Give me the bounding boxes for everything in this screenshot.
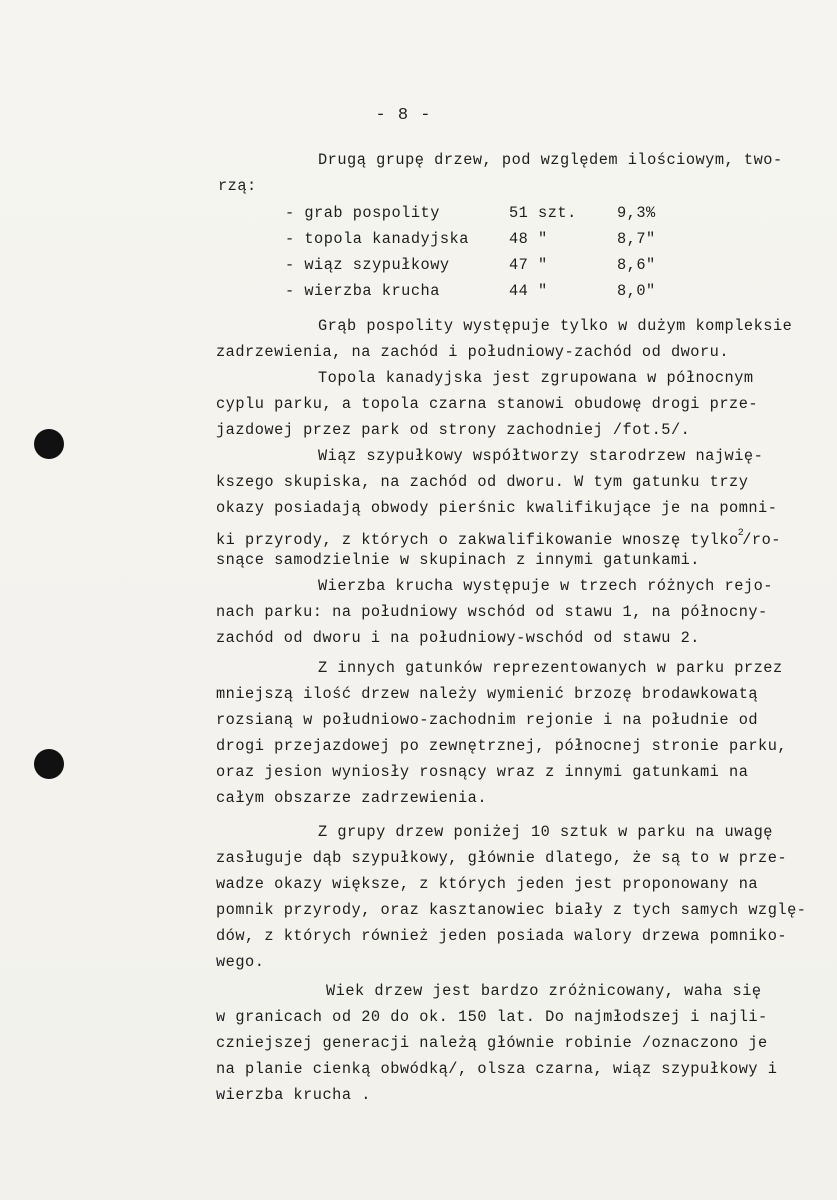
paragraph-line: mniejszą ilość drzew należy wymienić brzozę brodawkowatą: [216, 685, 759, 703]
paragraph-line: Wiąz szypułkowy współtworzy starodrzew najwię-: [318, 447, 764, 465]
paragraph-line: zachód od dworu i na południowy-wschód od stawu 2.: [216, 629, 700, 647]
paragraph-line: snące samodzielnie w skupinach z innymi gatunkami.: [216, 551, 700, 569]
paragraph-line: Z innych gatunków reprezentowanych w parku przez: [318, 659, 783, 677]
page-number: - 8 -: [375, 106, 432, 125]
footnote-mark: 2: [737, 528, 745, 539]
paragraph-line: jazdowej przez park od strony zachodniej /fot.5/.: [216, 421, 691, 439]
paragraph-line: pomnik przyrody, oraz kasztanowiec biały z tych samych wzglę-: [216, 901, 807, 919]
paragraph-line: na planie cienką obwódką/, olsza czarna, wiąz szypułkowy i: [216, 1060, 778, 1078]
intro-line: Drugą grupę drzew, pod względem ilościowym, two-: [318, 151, 783, 169]
species-name: - wierzba krucha: [285, 282, 440, 300]
paragraph-line: zadrzewienia, na zachód i południowy-zachód od dworu.: [216, 343, 730, 361]
paragraph-line: całym obszarze zadrzewienia.: [216, 789, 488, 807]
species-count: 48 ": [509, 230, 548, 248]
species-name: - wiąz szypułkowy: [285, 256, 450, 274]
paragraph-line: wadze okazy większe, z których jeden jest proponowany na: [216, 875, 759, 893]
paragraph-line: Z grupy drzew poniżej 10 sztuk w parku na uwagę: [318, 823, 773, 841]
paragraph-line: nach parku: na południowy wschód od stawu 1, na północny-: [216, 603, 768, 621]
species-name: - grab pospolity: [285, 204, 440, 222]
species-count: 51 szt.: [509, 204, 577, 222]
paragraph-line: zasługuje dąb szypułkowy, głównie dlatego, że są to w prze-: [216, 849, 788, 867]
intro-line: rzą:: [218, 177, 257, 195]
paragraph-line: Grąb pospolity występuje tylko w dużym kompleksie: [318, 317, 793, 335]
species-count: 47 ": [509, 256, 548, 274]
paragraph-line: wierzba krucha .: [216, 1086, 371, 1104]
paragraph-line: czniejszej generacji należą głównie robinie /oznaczono je: [216, 1034, 768, 1052]
paragraph-line: kszego skupiska, na zachód od dworu. W tym gatunku trzy: [216, 473, 749, 491]
paragraph-line: wego.: [216, 953, 265, 971]
species-name: - topola kanadyjska: [285, 230, 469, 248]
punch-hole: [34, 429, 64, 459]
paragraph-text: /ro-: [742, 531, 781, 549]
paragraph-line: oraz jesion wyniosły rosnący wraz z innymi gatunkami na: [216, 763, 749, 781]
paragraph-line: Wiek drzew jest bardzo zróżnicowany, waha się: [326, 982, 762, 1000]
species-percent: 8,0": [617, 282, 656, 300]
species-percent: 8,7": [617, 230, 656, 248]
paragraph-line: cyplu parku, a topola czarna stanowi obudowę drogi prze-: [216, 395, 759, 413]
species-percent: 8,6": [617, 256, 656, 274]
paragraph-line: dów, z których również jeden posiada walory drzewa pomniko-: [216, 927, 788, 945]
punch-hole: [34, 749, 64, 779]
paragraph-line: rozsianą w południowo-zachodnim rejonie i na południe od: [216, 711, 759, 729]
species-count: 44 ": [509, 282, 548, 300]
paragraph-line: drogi przejazdowej po zewnętrznej, północnej stronie parku,: [216, 737, 788, 755]
paragraph-line: Wierzba krucha występuje w trzech różnych rejo-: [318, 577, 773, 595]
paragraph-text: ki przyrody, z których o zakwalifikowanie wnoszę tylko: [216, 531, 739, 549]
paragraph-line: w granicach od 20 do ok. 150 lat. Do najmłodszej i najli-: [216, 1008, 768, 1026]
paragraph-line: Topola kanadyjska jest zgrupowana w północnym: [318, 369, 754, 387]
species-percent: 9,3%: [617, 204, 656, 222]
paragraph-line: [216, 524, 781, 550]
paragraph-line: okazy posiadają obwody pierśnic kwalifikujące je na pomni-: [216, 499, 778, 517]
